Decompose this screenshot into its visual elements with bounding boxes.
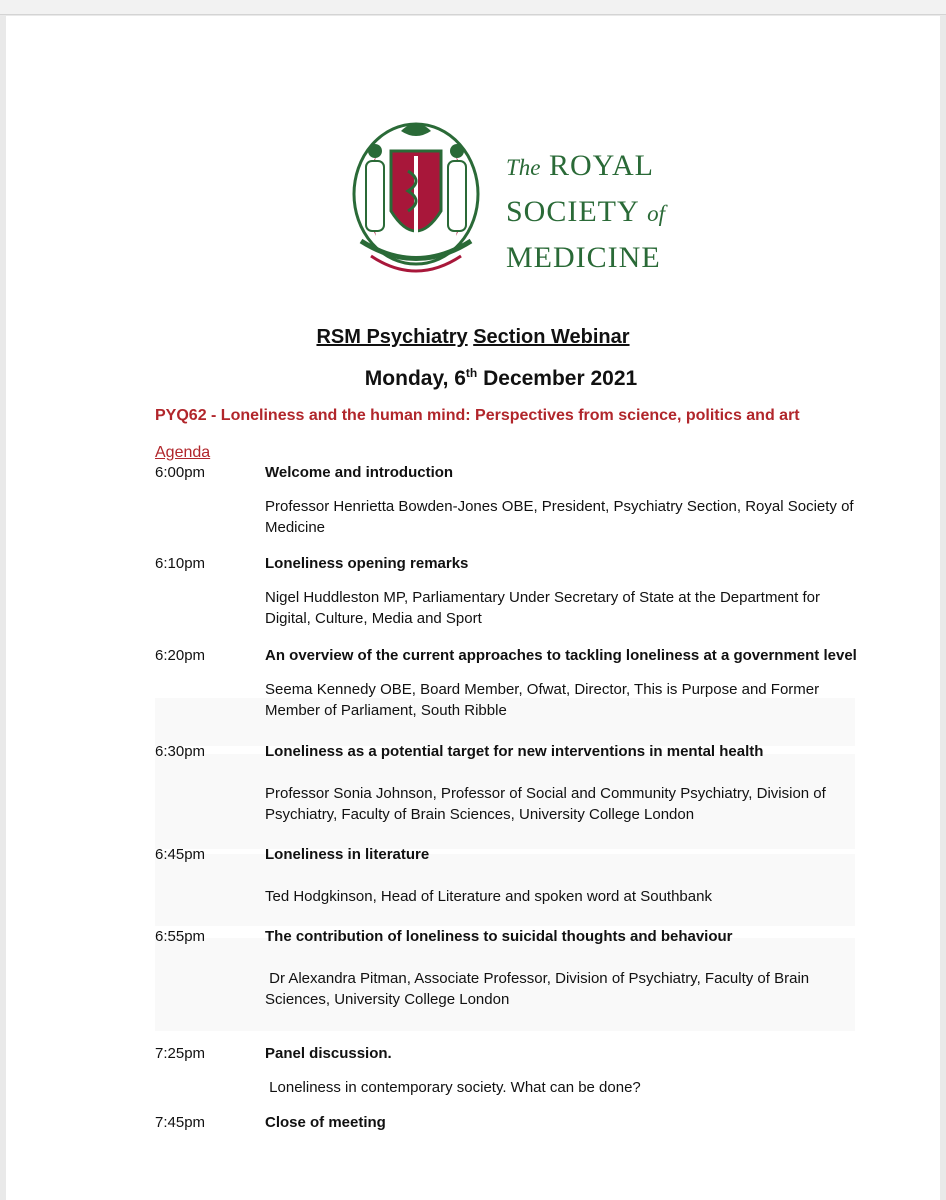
agenda-speaker: Seema Kennedy OBE, Board Member, Ofwat, Director, This is Purpose and Former Member of Parliament, South Ribble [265, 681, 820, 719]
agenda-time: 6:30pm [155, 743, 206, 760]
agenda-title: Loneliness as a potential target for new interventions in mental health [265, 743, 764, 760]
agenda-time: 6:20pm [155, 647, 206, 664]
rsm-wordmark: The ROYAL SOCIETY of MEDICINE [506, 149, 665, 274]
agenda-speaker: Nigel Huddleston MP, Parliamentary Under Secretary of State at the Department for Digital, Culture, Media and Sport [265, 589, 820, 627]
agenda-title: Welcome and introduction [265, 464, 454, 481]
document-page [6, 16, 940, 1200]
agenda-time: 6:55pm [155, 928, 206, 945]
viewer-top-bar [0, 0, 946, 15]
agenda-speaker: Ted Hodgkinson, Head of Literature and spoken word at Southbank [265, 888, 712, 905]
agenda-time: 6:00pm [155, 464, 206, 481]
agenda-title: The contribution of loneliness to suicidal thoughts and behaviour [265, 928, 733, 945]
agenda-speaker: Professor Henrietta Bowden-Jones OBE, President, Psychiatry Section, Royal Society of Medicine [265, 498, 854, 536]
agenda-time: 6:45pm [155, 846, 206, 863]
agenda-speaker: Dr Alexandra Pitman, Associate Professor, Division of Psychiatry, Faculty of Brain Sciences, University College London [265, 970, 814, 1008]
agenda-time: 7:25pm [155, 1045, 206, 1062]
agenda-time: 6:10pm [155, 555, 206, 572]
webinar-title: RSM Psychiatry Section Webinar [316, 326, 630, 348]
agenda-title: Loneliness opening remarks [265, 555, 469, 572]
agenda-heading: Agenda [155, 444, 211, 461]
agenda-title: An overview of the current approaches to tackling loneliness at a government level [265, 647, 857, 664]
agenda-time: 7:45pm [155, 1114, 206, 1131]
session-subtitle: PYQ62 - Loneliness and the human mind: Perspectives from science, politics and art [155, 407, 800, 424]
agenda-title: Panel discussion. [265, 1045, 392, 1062]
webinar-date: Monday, 6th December 2021 [364, 366, 638, 390]
agenda-title: Close of meeting [265, 1114, 386, 1131]
agenda-speaker: Professor Sonia Johnson, Professor of Social and Community Psychiatry, Division of Psychiatry, Faculty of Brain Sciences, University College London [265, 785, 826, 823]
agenda-speaker: Loneliness in contemporary society. What can be done? [265, 1079, 641, 1096]
agenda-title: Loneliness in literature [265, 846, 430, 863]
